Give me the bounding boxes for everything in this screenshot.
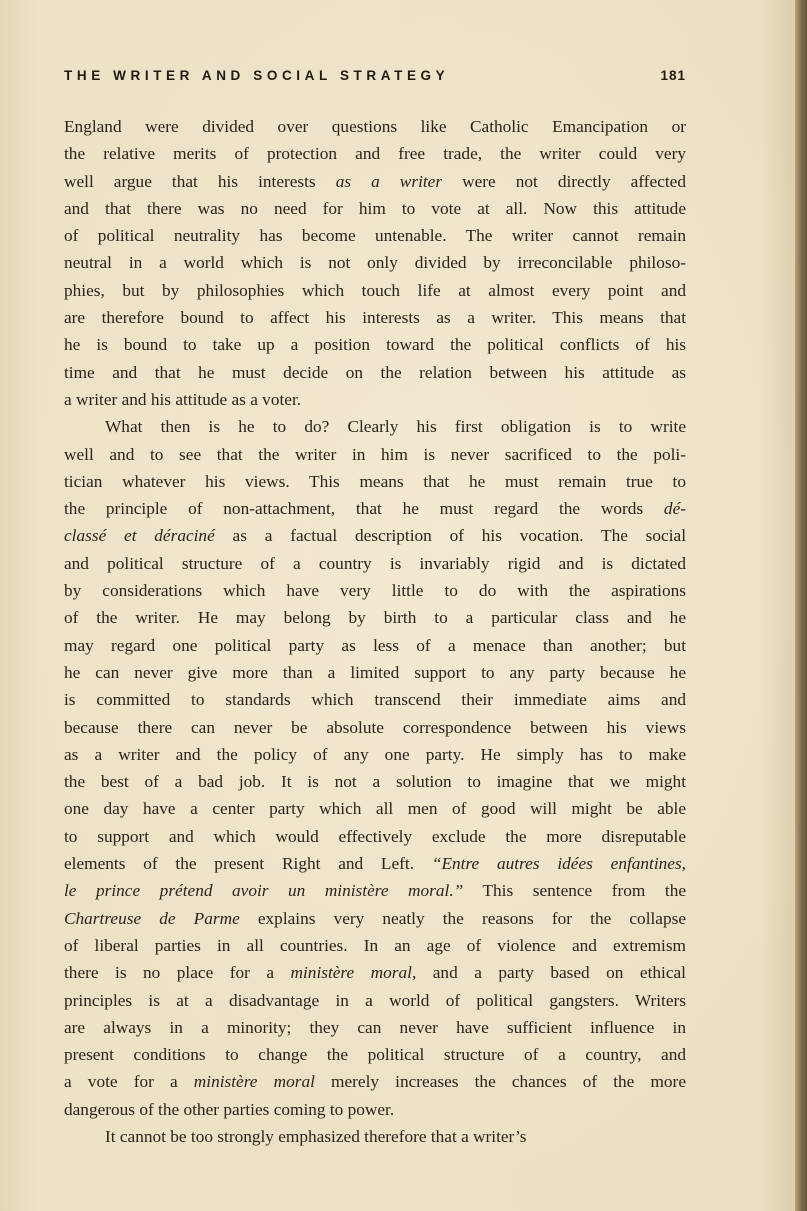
text-line: [64, 495, 686, 522]
text-line: [64, 850, 686, 877]
text-run: England were divided over questions like Catholic Emancipation or: [64, 117, 686, 136]
text-run: by considerations which have very little to do with the aspirations: [64, 581, 686, 601]
text-line: [64, 1014, 686, 1041]
text-run: dangerous of the other parties coming to power.: [64, 1099, 395, 1119]
text-run: is committed to standards which transcend their immediate aims and: [64, 690, 686, 710]
text-run: a writer and his attitude as a voter.: [64, 389, 302, 409]
text-line: [64, 577, 686, 604]
text-run: elements of the present Right and Left.: [64, 854, 432, 874]
text-line: [64, 359, 686, 386]
text-line: [64, 823, 686, 850]
text-line: [64, 277, 686, 304]
text-run: are always in a minority; they can never have sufficient influence in: [64, 1017, 686, 1037]
text-run: to support and which would effectively exclude the more disreputable: [64, 826, 686, 846]
text-run: there is no place for a: [64, 963, 291, 983]
text-line: [64, 1068, 686, 1095]
text-line: [64, 222, 686, 249]
text-line: [64, 959, 686, 986]
text-run: he can never give more than a limited support to any party because he: [64, 662, 686, 682]
text-line: [64, 331, 686, 358]
text-run: one day have a center party which all men of good will might be able: [64, 799, 686, 819]
text-line: [64, 1096, 686, 1123]
text-run: well and to see that the writer in him is never sacrificed to the poli-: [64, 444, 686, 464]
text-line: [64, 113, 686, 140]
text-line: [64, 604, 686, 631]
text-run: may regard one political party as less of a menace than another; but: [64, 635, 686, 655]
text-line: [64, 386, 686, 413]
text-run: What then is he to do? Clearly his first obligation is to write: [105, 417, 686, 437]
italic-text: dé-: [663, 499, 686, 519]
text-line: [64, 905, 686, 932]
text-run: merely increases the chances of the more: [314, 1072, 686, 1092]
text-line: [64, 249, 686, 276]
text-run: of the writer. He may belong by birth to a particular class and he: [64, 608, 686, 628]
text-line: [64, 1123, 686, 1150]
text-run: the principle of non-attachment, that he must regard the words: [64, 499, 664, 519]
text-run: explains very neatly the reasons for the collapse: [239, 908, 686, 928]
text-line: [64, 768, 686, 795]
text-run: It cannot be too strongly emphasized therefore that a writer’s: [105, 1126, 527, 1146]
text-run: are therefore bound to affect his interests as a writer. This means that: [64, 308, 686, 328]
text-line: [64, 741, 686, 768]
text-line: [64, 550, 686, 577]
text-run: and that there was no need for him to vote at all. Now this attitude: [64, 198, 686, 218]
text-run: and a party based on ethical: [416, 963, 686, 983]
text-line: [64, 987, 686, 1014]
text-line: [64, 686, 686, 713]
italic-text: ministère moral,: [290, 963, 417, 983]
text-run: because there can never be absolute correspondence between his views: [64, 717, 686, 737]
text-run: This sentence from the: [463, 881, 686, 901]
text-run: present conditions to change the political structure of a country, and: [64, 1045, 686, 1065]
text-run: a vote for a: [64, 1072, 194, 1092]
text-run: the relative merits of protection and free trade, the writer could very: [64, 144, 686, 164]
text-line: [64, 632, 686, 659]
text-run: the best of a bad job. It is not a solution to imagine that we might: [64, 772, 686, 792]
book-spine-edge: [795, 0, 807, 1211]
text-line: [64, 140, 686, 167]
text-line: [64, 659, 686, 686]
text-run: neutral in a world which is not only divided by irreconcilable philoso-: [64, 253, 686, 273]
text-run: principles is at a disadvantage in a world of political gangsters. Writers: [64, 990, 686, 1010]
italic-text: “Entre autres idées enfantines,: [431, 854, 686, 874]
text-line: [64, 168, 686, 195]
text-run: time and that he must decide on the relation between his attitude as: [64, 362, 686, 382]
italic-text: Chartreuse de Parme: [64, 908, 240, 928]
text-line: [64, 195, 686, 222]
text-line: [64, 304, 686, 331]
text-run: he is bound to take up a position toward the political conflicts of his: [64, 335, 686, 355]
page-number: 181: [660, 68, 686, 83]
text-run: as a factual description of his vocation. The social: [214, 526, 686, 546]
text-run: of political neutrality has become untenable. The writer cannot remain: [64, 226, 686, 246]
page-header: [64, 68, 686, 92]
text-run: of liberal parties in all countries. In an age of violence and extremism: [64, 935, 686, 955]
italic-text: le prince prétend avoir un ministère moral.”: [64, 881, 464, 901]
italic-text: ministère moral: [193, 1072, 315, 1092]
text-line: [64, 522, 686, 549]
text-line: [64, 441, 686, 468]
text-line: [64, 413, 686, 440]
italic-text: classé et déraciné: [64, 526, 215, 546]
running-head: THE WRITER AND SOCIAL STRATEGY: [64, 68, 450, 83]
text-run: as a writer and the policy of any one party. He simply has to make: [64, 744, 686, 764]
text-line: [64, 714, 686, 741]
text-run: well argue that his interests: [64, 171, 336, 191]
text-line: [64, 932, 686, 959]
text-run: and political structure of a country is invariably rigid and is dictated: [64, 553, 686, 573]
body-text: [64, 113, 686, 1150]
text-run: tician whatever his views. This means that he must remain true to: [64, 471, 686, 491]
text-line: [64, 877, 686, 904]
italic-text: as a writer: [335, 171, 443, 191]
text-run: phies, but by philosophies which touch life at almost every point and: [64, 280, 686, 300]
text-line: [64, 795, 686, 822]
text-line: [64, 1041, 686, 1068]
text-line: [64, 468, 686, 495]
text-run: were not directly affected: [442, 171, 686, 191]
